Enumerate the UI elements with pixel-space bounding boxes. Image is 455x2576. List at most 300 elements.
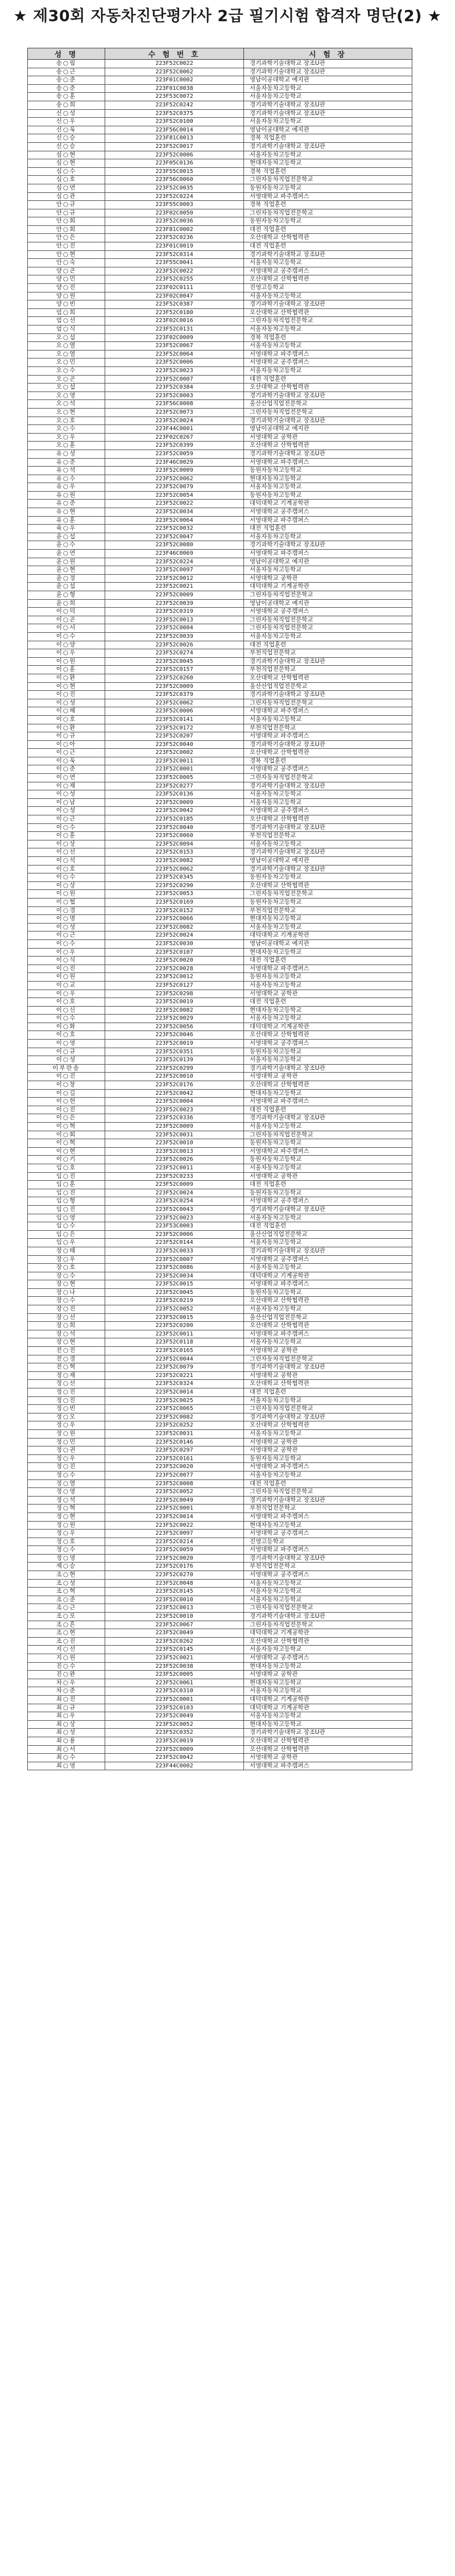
cell-exam-site: 영남이공대학교 예지관 (244, 939, 412, 948)
cell-exam-number: 223F52C0045 (105, 657, 244, 666)
cell-exam-site: 영남이공대학교 예지관 (244, 425, 412, 434)
cell-exam-number: 223F55C0003 (105, 201, 244, 209)
cell-name: 양○곤 (28, 267, 105, 275)
cell-exam-number: 223F52C0017 (105, 142, 244, 151)
table-row (28, 1712, 412, 1721)
cell-exam-site: 서울자동차고등학교 (244, 342, 412, 351)
table-row (28, 525, 412, 533)
cell-exam-number: 223F52C0007 (105, 375, 244, 384)
cell-exam-site: 그린자동차직업전문학교 (244, 1604, 412, 1613)
cell-exam-site: 동원자동차고등학교 (244, 973, 412, 982)
cell-exam-site: 울산산업직업전문학교 (244, 400, 412, 409)
cell-exam-number: 223F52C0136 (105, 790, 244, 799)
cell-exam-site: 현대자동차고등학교 (244, 915, 412, 924)
cell-name: 심○현 (28, 159, 105, 168)
cell-exam-site: 대전 직업훈련 (244, 1479, 412, 1488)
table-row (28, 1687, 412, 1696)
cell-exam-site: 현대자동차고등학교 (244, 1006, 412, 1015)
cell-exam-site: 그린자동차직업전문학교 (244, 1405, 412, 1413)
cell-exam-number: 223F52C0021 (105, 1654, 244, 1663)
table-row (28, 915, 412, 924)
cell-name: 정○원 (28, 1429, 105, 1438)
table-row (28, 1297, 412, 1305)
cell-exam-number: 223F52C0009 (105, 1123, 244, 1131)
cell-name: 장○선 (28, 1313, 105, 1322)
cell-exam-site: 대덕대학교 기계공학관 (244, 1695, 412, 1704)
cell-exam-site: 동원자동차고등학교 (244, 217, 412, 226)
table-body (28, 60, 412, 1770)
cell-name: 최○서 (28, 1745, 105, 1754)
cell-name: 이○헌 (28, 1098, 105, 1106)
cell-name: 조○현 (28, 1629, 105, 1638)
table-row (28, 1438, 412, 1446)
table-row (28, 425, 412, 434)
cell-exam-number: 223F01C0038 (105, 84, 244, 93)
cell-name: 이○곤 (28, 616, 105, 624)
table-row (28, 1729, 412, 1737)
cell-exam-number: 223F52C0004 (105, 624, 244, 633)
cell-exam-number: 223F52C0065 (105, 1405, 244, 1413)
cell-name: 조○모 (28, 1613, 105, 1621)
cell-exam-number: 223F52C0052 (105, 1720, 244, 1729)
table-row (28, 1496, 412, 1505)
cell-exam-number: 223F52C0062 (105, 865, 244, 873)
table-row (28, 732, 412, 741)
cell-name: 이○호 (28, 715, 105, 724)
cell-exam-number: 223F52C0019 (105, 1040, 244, 1048)
table-row (28, 1239, 412, 1247)
cell-exam-site: 그린자동차직업전문학교 (244, 774, 412, 782)
cell-exam-number: 223F52C0082 (105, 1006, 244, 1015)
cell-exam-number: 223F52C0319 (105, 608, 244, 616)
cell-name: 이○훈 (28, 832, 105, 840)
table-row (28, 1704, 412, 1712)
cell-exam-site: 현대자동차고등학교 (244, 159, 412, 168)
cell-name: 조○준 (28, 1596, 105, 1604)
cell-exam-number: 223F52C0200 (105, 1322, 244, 1330)
cell-exam-site: 울산산업직업전문학교 (244, 682, 412, 691)
cell-exam-number: 223F52C0387 (105, 300, 244, 309)
table-row (28, 973, 412, 982)
cell-exam-number: 223F52C0011 (105, 1164, 244, 1172)
cell-name: 송○준 (28, 84, 105, 93)
cell-exam-site: 서울자동차고등학교 (244, 715, 412, 724)
cell-exam-number: 223F52C0224 (105, 192, 244, 201)
cell-exam-site: 서영대학교 공주캠퍼스 (244, 358, 412, 367)
cell-name: 엄○선 (28, 317, 105, 325)
table-row (28, 242, 412, 251)
cell-exam-number: 223F52C0009 (105, 1181, 244, 1189)
cell-exam-number: 223F52C0379 (105, 691, 244, 699)
table-row (28, 1454, 412, 1463)
table-row (28, 408, 412, 417)
cell-exam-site: 서영대학교 파주캠퍼스 (244, 1098, 412, 1106)
table-row (28, 1363, 412, 1372)
table-row (28, 691, 412, 699)
cell-name: 유○성 (28, 450, 105, 458)
table-row (28, 1230, 412, 1239)
table-row (28, 657, 412, 666)
cell-exam-number: 223F52C0033 (105, 1247, 244, 1255)
cell-name: 이○진 (28, 1073, 105, 1081)
table-row (28, 1205, 412, 1214)
cell-exam-number: 223F53C0072 (105, 93, 244, 101)
cell-exam-site: 서울자동차고등학교 (244, 1712, 412, 1721)
table-row (28, 134, 412, 143)
cell-exam-number: 223F52C0035 (105, 184, 244, 192)
table-row (28, 583, 412, 591)
cell-exam-site: 서영대학교 파주캠퍼스 (244, 1330, 412, 1338)
cell-exam-number: 223F52C0172 (105, 724, 244, 732)
cell-exam-site: 서울자동차고등학교 (244, 1588, 412, 1596)
table-row (28, 1405, 412, 1413)
table-row (28, 957, 412, 965)
cell-exam-number: 223F52C0009 (105, 1745, 244, 1754)
cell-exam-number: 223F52C0026 (105, 641, 244, 649)
cell-name: 장○석 (28, 1330, 105, 1338)
cell-exam-site: 동원자동차고등학교 (244, 1288, 412, 1297)
cell-name: 오○우 (28, 433, 105, 442)
cell-exam-number: 223F52C0314 (105, 250, 244, 259)
cell-exam-site: 서울자동차고등학교 (244, 1596, 412, 1604)
table-row (28, 1073, 412, 1081)
cell-exam-number: 223F52C0107 (105, 948, 244, 957)
cell-exam-site: 그린자동차직업전문학교 (244, 176, 412, 184)
cell-exam-site: 서영대학교 공주캠퍼스 (244, 1654, 412, 1663)
cell-name: 유○석 (28, 467, 105, 475)
cell-exam-site: 대덕대학교 기계공학관 (244, 500, 412, 508)
cell-exam-number: 223F52C0042 (105, 807, 244, 815)
table-row (28, 1429, 412, 1438)
table-row (28, 60, 412, 68)
cell-exam-number: 223F52C0044 (105, 1355, 244, 1363)
cell-exam-number: 223F52C0169 (105, 898, 244, 906)
table-row (28, 1313, 412, 1322)
cell-exam-site: 오산대학교 산학협력관 (244, 1745, 412, 1754)
cell-exam-site: 경기과학기술대학교 장조U관 (244, 1205, 412, 1214)
table-row (28, 1189, 412, 1197)
cell-exam-site: 그린자동차직업전문학교 (244, 1621, 412, 1629)
cell-name: 정○현 (28, 1512, 105, 1521)
table-row (28, 1505, 412, 1513)
cell-exam-site: 경기과학기술대학교 장조U관 (244, 250, 412, 259)
cell-exam-number: 223F52C0082 (105, 923, 244, 932)
cell-exam-number: 223F52C0032 (105, 525, 244, 533)
cell-name: 조○진 (28, 1637, 105, 1646)
cell-exam-number: 223F52C0165 (105, 1347, 244, 1355)
cell-exam-site: 부천직업전문학교 (244, 906, 412, 915)
cell-name: 정○원 (28, 1521, 105, 1530)
table-row (28, 558, 412, 566)
cell-exam-number: 223F52C0270 (105, 1571, 244, 1580)
cell-name: 정○선 (28, 1380, 105, 1388)
cell-name: 조○근 (28, 1604, 105, 1613)
cell-exam-site: 동원자동차고등학교 (244, 898, 412, 906)
cell-exam-site: 경기과학기술대학교 장조U관 (244, 142, 412, 151)
cell-exam-number: 223F52C0008 (105, 1479, 244, 1488)
table-row (28, 1048, 412, 1056)
table-row (28, 1554, 412, 1563)
table-row (28, 342, 412, 351)
table-row (28, 142, 412, 151)
cell-exam-site: 오산대학교 산학협력관 (244, 1322, 412, 1330)
cell-exam-number: 223F52C0255 (105, 275, 244, 284)
cell-name: 정○우 (28, 1530, 105, 1538)
cell-exam-site: 영남이공대학교 예지관 (244, 857, 412, 865)
table-row (28, 176, 412, 184)
cell-exam-number: 223F44C0002 (105, 1762, 244, 1770)
table-row (28, 1579, 412, 1588)
cell-name: 유○현 (28, 508, 105, 517)
cell-exam-number: 223F02C0009 (105, 333, 244, 342)
cell-name: 이○현 (28, 682, 105, 691)
table-row (28, 1413, 412, 1421)
table-row (28, 707, 412, 716)
cell-exam-site: 대전 직업훈련 (244, 998, 412, 1007)
cell-exam-number: 223F52C0010 (105, 1596, 244, 1604)
cell-exam-number: 223F44C0001 (105, 425, 244, 434)
cell-name: 유○준 (28, 500, 105, 508)
cell-exam-number: 223F52C0219 (105, 1297, 244, 1305)
cell-exam-site: 경기과학기술대학교 장조U관 (244, 1114, 412, 1123)
cell-name: 이○연 (28, 774, 105, 782)
cell-exam-site: 대전 직업훈련 (244, 1181, 412, 1189)
table-row (28, 1754, 412, 1762)
table-row (28, 201, 412, 209)
cell-name: 진○완 (28, 1671, 105, 1679)
cell-exam-site: 경기과학기술대학교 장조U관 (244, 1247, 412, 1255)
cell-exam-site: 오산대학교 산학협력관 (244, 1637, 412, 1646)
cell-name: 신○승 (28, 134, 105, 143)
table-row (28, 217, 412, 226)
cell-exam-number: 223F52C0003 (105, 391, 244, 400)
cell-exam-site: 서영대학교 공주캠퍼스 (244, 1530, 412, 1538)
table-row (28, 508, 412, 517)
table-row (28, 981, 412, 990)
cell-exam-site: 경기과학기술대학교 장조U관 (244, 300, 412, 309)
cell-exam-site: 울산산업직업전문학교 (244, 1230, 412, 1239)
cell-exam-number: 223F52C0001 (105, 1695, 244, 1704)
cell-exam-site: 서영대학교 공주캠퍼스 (244, 807, 412, 815)
cell-exam-site: 영남이공대학교 예지관 (244, 76, 412, 85)
cell-exam-site: 서울자동차고등학교 (244, 259, 412, 267)
cell-exam-site: 서영대학교 파주캠퍼스 (244, 732, 412, 741)
table-row (28, 890, 412, 898)
table-row (28, 1015, 412, 1023)
cell-exam-site: 경기과학기술대학교 장조U관 (244, 60, 412, 68)
cell-exam-site: 그린자동차직업전문학교 (244, 1355, 412, 1363)
table-row (28, 724, 412, 732)
cell-exam-number: 223F52C0260 (105, 674, 244, 682)
cell-exam-number: 223F52C0039 (105, 599, 244, 608)
cell-exam-number: 223F52C0351 (105, 1048, 244, 1056)
cell-name: 전○진 (28, 1347, 105, 1355)
cell-name: 이○성 (28, 699, 105, 707)
cell-exam-site: 서영대학교 공주캠퍼스 (244, 267, 412, 275)
table-row (28, 1720, 412, 1729)
cell-exam-site: 서영대학교 파주캠퍼스 (244, 1463, 412, 1472)
cell-exam-number: 223F52C0097 (105, 1530, 244, 1538)
cell-exam-number: 223F52C0145 (105, 1588, 244, 1596)
cell-exam-number: 223F52C0013 (105, 616, 244, 624)
cell-exam-number: 223F52C0082 (105, 1413, 244, 1421)
table-row (28, 442, 412, 450)
cell-name: 정○수 (28, 1471, 105, 1479)
cell-exam-site: 동원자동차고등학교 (244, 467, 412, 475)
cell-name: 송○훈 (28, 93, 105, 101)
table-row (28, 234, 412, 242)
cell-name: 정○민 (28, 1438, 105, 1446)
table-row (28, 400, 412, 409)
cell-exam-site: 경기과학기술대학교 장조U관 (244, 657, 412, 666)
cell-name: 심○호 (28, 176, 105, 184)
cell-name: 윤○현 (28, 566, 105, 575)
cell-name: 이○환 (28, 724, 105, 732)
table-row (28, 1388, 412, 1397)
cell-name: 최○수 (28, 1754, 105, 1762)
table-row (28, 533, 412, 541)
cell-exam-site: 경기과학기술대학교 장조U관 (244, 541, 412, 550)
cell-name: 심○연 (28, 184, 105, 192)
cell-exam-number: 223F52C0011 (105, 1330, 244, 1338)
cell-exam-number: 223F81C0013 (105, 134, 244, 143)
table-row (28, 1280, 412, 1289)
table-row (28, 873, 412, 882)
table-row (28, 1571, 412, 1580)
cell-name: 윤○형 (28, 591, 105, 600)
cell-name: 이○창 (28, 1081, 105, 1090)
cell-name: 장○현 (28, 1338, 105, 1347)
cell-exam-number: 223F52C0077 (105, 1471, 244, 1479)
table-row (28, 483, 412, 492)
table-row (28, 458, 412, 467)
cell-name: 오○곤 (28, 375, 105, 384)
cell-exam-number: 223F52C0097 (105, 566, 244, 575)
cell-exam-number: 223F52C0013 (105, 1147, 244, 1156)
cell-exam-number: 223F52C0030 (105, 939, 244, 948)
cell-exam-site: 부천직업전문학교 (244, 832, 412, 840)
cell-exam-number: 223F52C0025 (105, 1396, 244, 1405)
cell-exam-number: 223F52C0298 (105, 990, 244, 998)
cell-name: 정○오 (28, 1413, 105, 1421)
table-row (28, 1521, 412, 1530)
cell-exam-site: 서영대학교 공학관 (244, 1754, 412, 1762)
cell-exam-site: 경기과학기술대학교 장조U관 (244, 450, 412, 458)
cell-name: 이○진 (28, 691, 105, 699)
cell-exam-number: 223F52C0059 (105, 450, 244, 458)
cell-exam-site: 그린자동차직업전문학교 (244, 699, 412, 707)
cell-exam-number: 223F52C0207 (105, 732, 244, 741)
table-row (28, 1330, 412, 1338)
cell-exam-number: 223F52C0161 (105, 1454, 244, 1463)
cell-name: 임○호 (28, 1164, 105, 1172)
cell-name: 이○화 (28, 1023, 105, 1031)
cell-name: 조○흔 (28, 1621, 105, 1629)
cell-exam-number: 223F52C0006 (105, 358, 244, 367)
cell-exam-number: 223F52C0242 (105, 101, 244, 109)
cell-exam-site: 서영대학교 공학관 (244, 1671, 412, 1679)
cell-name: 심○관 (28, 192, 105, 201)
cell-name: 양○민 (28, 275, 105, 284)
cell-exam-number: 223F56C0008 (105, 400, 244, 409)
cell-exam-site: 대덕대학교 기계공학관 (244, 583, 412, 591)
cell-name: 이○근 (28, 932, 105, 940)
cell-exam-site: 현대자동차고등학교 (244, 1521, 412, 1530)
table-row (28, 881, 412, 890)
cell-exam-site: 서울자동차고등학교 (244, 981, 412, 990)
cell-name: 전○경 (28, 1355, 105, 1363)
table-row (28, 1147, 412, 1156)
cell-name: 유○훈 (28, 516, 105, 525)
cell-exam-number: 223F01C0019 (105, 242, 244, 251)
cell-name: 이○재 (28, 782, 105, 790)
table-row (28, 699, 412, 707)
table-row (28, 433, 412, 442)
cell-name: 오○훈 (28, 442, 105, 450)
table-row (28, 1745, 412, 1754)
cell-name: 최○용 (28, 1737, 105, 1745)
cell-exam-number: 223F52C0100 (105, 118, 244, 126)
cell-exam-site: 서영대학교 공학관 (244, 433, 412, 442)
table-row (28, 333, 412, 342)
cell-name: 윤○연 (28, 550, 105, 558)
table-row (28, 857, 412, 865)
cell-name: 이○준 (28, 765, 105, 774)
cell-name: 정○우 (28, 1454, 105, 1463)
cell-name: 이○해 (28, 707, 105, 716)
cell-exam-site: 동원자동차고등학교 (244, 1156, 412, 1164)
cell-exam-number: 223F52C0046 (105, 1031, 244, 1040)
cell-exam-site: 서영대학교 파주캠퍼스 (244, 1762, 412, 1770)
cell-name: 윤○희 (28, 599, 105, 608)
cell-name: 최○성 (28, 1729, 105, 1737)
cell-exam-number: 223F52C0002 (105, 749, 244, 757)
table-row (28, 1056, 412, 1065)
cell-exam-site: 부천직업전문학교 (244, 1563, 412, 1571)
table-row (28, 292, 412, 300)
table-row (28, 375, 412, 384)
cell-exam-number: 223F52C0019 (105, 1737, 244, 1745)
cell-exam-site: 경기과학기술대학교 장조U관 (244, 865, 412, 873)
cell-name: 정○영 (28, 1488, 105, 1497)
cell-name: 심○현 (28, 151, 105, 159)
table-row (28, 1338, 412, 1347)
cell-name: 장○수 (28, 1297, 105, 1305)
table-row (28, 391, 412, 400)
table-row (28, 1089, 412, 1098)
table-row (28, 832, 412, 840)
cell-exam-number: 223F52C0146 (105, 1438, 244, 1446)
cell-exam-number: 223F52C0023 (105, 1106, 244, 1114)
cell-name: 정○혁 (28, 1505, 105, 1513)
cell-exam-site: 현대자동차고등학교 (244, 1720, 412, 1729)
cell-exam-number: 223F52C0048 (105, 1579, 244, 1588)
cell-exam-site: 오산대학교 산학협력관 (244, 1421, 412, 1430)
cell-exam-number: 223F52C0277 (105, 782, 244, 790)
table-row (28, 1139, 412, 1148)
table-row (28, 184, 412, 192)
cell-name: 양○빈 (28, 300, 105, 309)
cell-exam-site: 오산대학교 산학협력관 (244, 815, 412, 824)
cell-name: 이○성 (28, 790, 105, 799)
cell-exam-site: 부천직업전문학교 (244, 724, 412, 732)
page-title: ★ 제30회 자동차진단평가사 2급 필기시험 합격자 명단(2) ★ (13, 7, 442, 25)
table-row (28, 317, 412, 325)
cell-name: 윤○원 (28, 558, 105, 566)
cell-exam-number: 223F52C0034 (105, 508, 244, 517)
cell-name: 이○선 (28, 848, 105, 857)
cell-name: 오○민 (28, 358, 105, 367)
